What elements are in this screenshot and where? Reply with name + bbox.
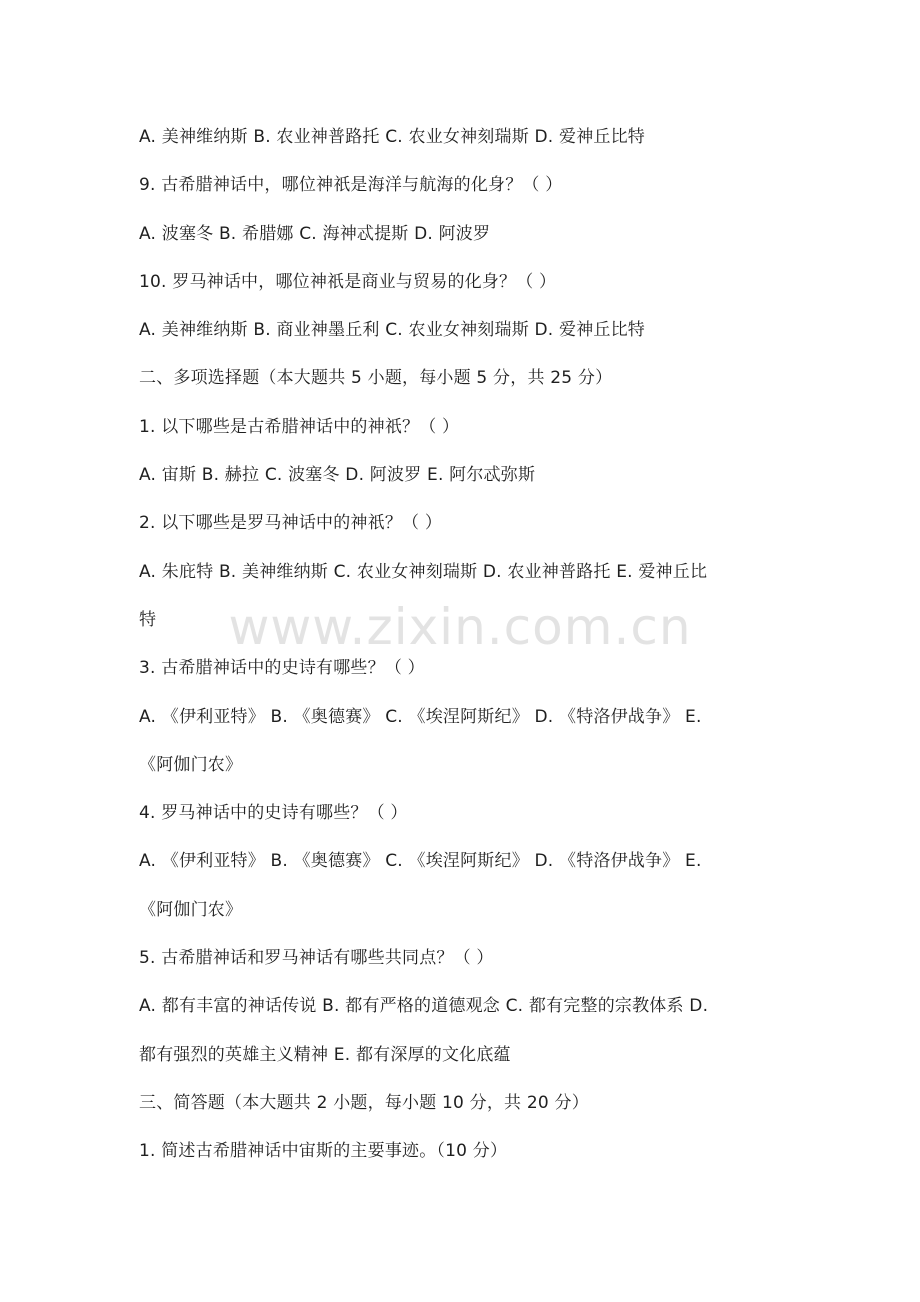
mc-options-3: A. 《伊利亚特》 B. 《奥德赛》 C. 《埃涅阿斯纪》 D. 《特洛伊战争》 E.	[139, 706, 702, 727]
options-q9: A. 波塞冬 B. 希腊娜 C. 海神忒提斯 D. 阿波罗	[139, 223, 491, 244]
options-q10: A. 美神维纳斯 B. 商业神墨丘利 C. 农业女神刻瑞斯 D. 爱神丘比特	[139, 320, 645, 341]
mc-options-1: A. 宙斯 B. 赫拉 C. 波塞冬 D. 阿波罗 E. 阿尔忒弥斯	[139, 465, 536, 486]
question-10: 10. 罗马神话中，哪位神祇是商业与贸易的化身？（ ）	[139, 271, 557, 292]
mc-question-3: 3. 古希腊神话中的史诗有哪些？（ ）	[139, 658, 425, 679]
mc-options-2-continued: 特	[139, 609, 157, 630]
mc-options-5-continued: 都有强烈的英雄主义精神 E. 都有深厚的文化底蕴	[139, 1044, 511, 1065]
mc-options-3-continued: 《阿伽门农》	[139, 754, 243, 775]
mc-options-4: A. 《伊利亚特》 B. 《奥德赛》 C. 《埃涅阿斯纪》 D. 《特洛伊战争》 E.	[139, 851, 702, 872]
mc-question-4: 4. 罗马神话中的史诗有哪些？（ ）	[139, 803, 408, 824]
mc-options-5: A. 都有丰富的神话传说 B. 都有严格的道德观念 C. 都有完整的宗教体系 D.	[139, 996, 709, 1017]
options-q8: A. 美神维纳斯 B. 农业神普路托 C. 农业女神刻瑞斯 D. 爱神丘比特	[139, 127, 645, 147]
sa-question-1: 1. 简述古希腊神话中宙斯的主要事迹。（10 分）	[139, 1141, 508, 1162]
mc-question-5: 5. 古希腊神话和罗马神话有哪些共同点？（ ）	[139, 948, 494, 969]
mc-options-4-continued: 《阿伽门农》	[139, 899, 243, 920]
question-9: 9. 古希腊神话中，哪位神祇是海洋与航海的化身？（ ）	[139, 175, 563, 196]
mc-options-2: A. 朱庇特 B. 美神维纳斯 C. 农业女神刻瑞斯 D. 农业神普路托 E. 爱神丘比	[139, 561, 708, 582]
section-heading-short-answer: 三、简答题（本大题共 2 小题，每小题 10 分，共 20 分）	[139, 1092, 589, 1113]
exam-content	[139, 117, 779, 1180]
watermark: www.zixin.com.cn	[228, 598, 692, 656]
mc-question-1: 1. 以下哪些是古希腊神话中的神祇？（ ）	[139, 416, 460, 437]
section-heading-multiple-choice: 二、多项选择题（本大题共 5 小题，每小题 5 分，共 25 分）	[139, 368, 613, 389]
mc-question-2: 2. 以下哪些是罗马神话中的神祇？（ ）	[139, 513, 443, 534]
